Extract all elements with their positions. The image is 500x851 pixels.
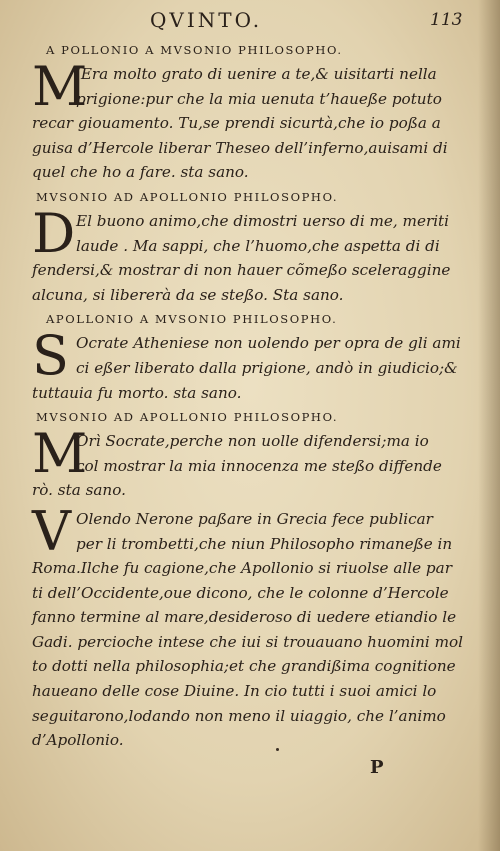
text-line: per li trombetti,che niun Philosopho rimaneße in (76, 534, 453, 553)
text-line: ci eßer liberato dalla prigione, andò in giudicio;& (76, 358, 458, 377)
text-line: prigione:pur che la mia uenuta t’haueße potuto (76, 89, 442, 108)
letter-heading: APOLLONIO A MVSONIO PHILOSOPHO. (46, 312, 338, 327)
text-line: alcuna, si libererà da se steßo. Sta sano. (32, 285, 344, 304)
letter-heading: MVSONIO AD APOLLONIO PHILOSOPHO. (36, 189, 339, 204)
text-line: ’Era molto grato di uenire a te,& uisitarti nella (76, 65, 437, 83)
letter-body (32, 324, 464, 405)
body-text (32, 38, 464, 753)
letter-heading: A POLLONIO A MVSONIO PHILOSOPHO. (46, 43, 343, 57)
text-line: Gadi. percioche intese che iui si trouauano huomini mol (32, 632, 464, 651)
letter-heading: MVSONIO AD APOLLONIO PHILOSOPHO. (36, 410, 339, 425)
text-line: recar giouamento. Tu,se prendi sicurtà,che io poßa a (32, 114, 441, 133)
text-line: Roma.Ilche fu cagione,che Apollonio si riuolse alle par (32, 559, 452, 578)
text-line: rò. sta sano. (32, 481, 126, 500)
drop-cap: M (32, 422, 88, 486)
catchword: P (370, 757, 384, 778)
text-line: tuttauia fu morto. sta sano. (32, 383, 242, 402)
text-line: to dotti nella philosophia;et che grandißima cognitione (32, 657, 456, 676)
letter-body (32, 201, 464, 307)
drop-cap: M (32, 55, 88, 118)
page-gutter-shadow (478, 0, 500, 851)
drop-cap: D (32, 201, 76, 265)
text-line: fanno termine al mare,desideroso di uedere etiandio le (32, 608, 457, 627)
running-head (0, 6, 500, 36)
text-line: Orì Socrate,perche non uolle difendersi;ma io (76, 432, 429, 451)
text-line: Olendo Nerone paßare in Grecia fece publicar (76, 509, 433, 528)
drop-cap: S (32, 324, 69, 388)
letter-body (32, 55, 464, 185)
text-line: seguitarono,lodando non meno il uiaggio, che l’animo (32, 706, 446, 725)
text-line: fendersi,& mostrar di non hauer cõmeßo sceleraggine (32, 261, 451, 280)
text-line: guisa d’Hercole liberar Theseo dell’inferno,auisami di (32, 138, 448, 157)
drop-cap: V (32, 499, 71, 563)
text-line: haueano delle cose Diuine. In cio tutti i suoi amici lo (32, 682, 437, 701)
letter-body (32, 422, 464, 503)
text-line: quel che ho a fare. sta sano. (32, 163, 249, 182)
text-line: Ocrate Atheniese non uolendo per opra de gli ami (76, 334, 461, 353)
page-number: 113 (430, 10, 463, 30)
text-line: El buono animo,che dimostri uerso di me, meriti (76, 211, 450, 230)
text-line: col mostrar la mia innocenza me steßo diffende (76, 456, 442, 475)
narrative-paragraph (32, 499, 464, 753)
text-line: d’Apollonio. (32, 731, 124, 750)
ink-speck (276, 748, 279, 751)
text-line: ti dell’Occidente,oue dicono, che le colonne d’Hercole (32, 583, 449, 602)
running-head-title: QVINTO. (150, 8, 263, 32)
text-line: laude . Ma sappi, che l’huomo,che aspetta di di (76, 236, 440, 255)
